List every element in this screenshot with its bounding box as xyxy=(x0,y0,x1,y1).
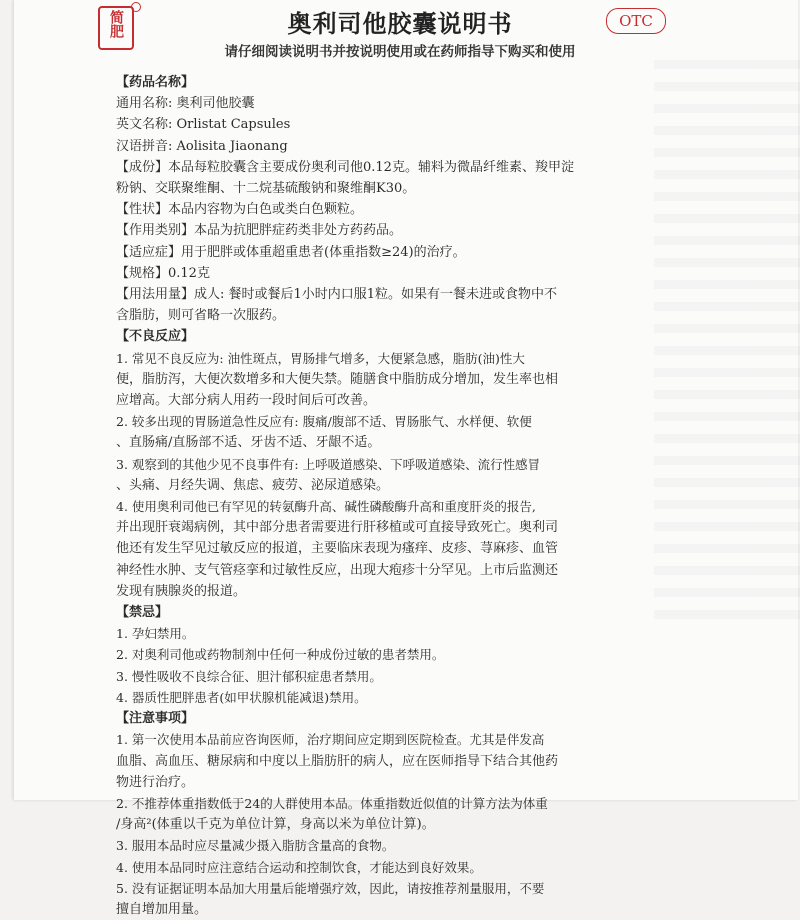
text-line: 1. 第一次使用本品前应咨询医师，治疗期间应定期到医院检查。尤其是伴发高 xyxy=(116,732,545,748)
text-line: 便，脂肪泻，大便次数增多和大便失禁。随膳食中脂肪成分增加，发生率也相 xyxy=(116,371,559,387)
text-line: 【作用类别】本品为抗肥胖症药类非处方药药品。 xyxy=(116,223,403,239)
text-line: 【不良反应】 xyxy=(116,329,195,345)
text-line: 、直肠痛/直肠部不适、牙齿不适、牙龈不适。 xyxy=(116,435,381,451)
text-line: 【性状】本品内容物为白色或类白色颗粒。 xyxy=(116,202,364,218)
text-line: 3. 观察到的其他少见不良事件有: 上呼吸道感染、下呼吸道感染、流行性感冒 xyxy=(116,456,541,472)
text-line: 【药品名称】 xyxy=(116,75,195,90)
text-line: 【规格】0.12克 xyxy=(116,265,210,281)
text-line: 2. 较多出现的胃肠道急性反应有: 腹痛/腹部不适、胃肠胀气、水样便、软便 xyxy=(116,414,532,430)
text-line: 4. 使用奥利司他已有罕见的转氨酶升高、碱性磷酸酶升高和重度肝炎的报告, xyxy=(116,499,536,515)
text-line: 3. 服用本品时应尽量减少摄入脂肪含量高的食物。 xyxy=(116,838,395,854)
otc-badge: OTC xyxy=(606,8,666,34)
text-line: 1. 常见不良反应为: 油性斑点，胃肠排气增多，大便紧急感，脂肪(油)性大 xyxy=(116,350,525,366)
text-line: 应增高。大部分病人用药一段时间后可改善。 xyxy=(116,393,377,409)
text-line: 【用法用量】成人: 餐时或餐后1小时内口服1粒。如果有一餐未进或食物中不 xyxy=(116,287,558,303)
logo-text: 简肥 xyxy=(108,10,124,38)
text-line: 汉语拼音: Aolisita Jiaonang xyxy=(116,138,288,154)
text-line: 2. 对奥利司他或药物制剂中任何一种成份过敏的患者禁用。 xyxy=(116,647,445,663)
text-line: 、头痛、月经失调、焦虑、疲劳、泌尿道感染。 xyxy=(116,477,390,493)
text-line: 并出现肝衰竭病例，其中部分患者需要进行肝移植或可直接导致死亡。奥利司 xyxy=(116,520,559,536)
text-line: 英文名称: Orlistat Capsules xyxy=(116,117,291,133)
document-subtitle: 请仔细阅读说明书并按说明使用或在药师指导下购买和使用 xyxy=(224,44,576,60)
text-line: 通用名称: 奥利司他胶囊 xyxy=(116,96,255,112)
text-line: 发现有胰腺炎的报道。 xyxy=(116,583,247,599)
text-line: 1. 孕妇禁用。 xyxy=(116,626,195,642)
text-line: 2. 不推荐体重指数低于24的人群使用本品。体重指数近似值的计算方法为体重 xyxy=(116,795,548,811)
text-line: 物进行治疗。 xyxy=(116,774,195,790)
text-line: 神经性水肿、支气管痉挛和过敏性反应，出现大疱疹十分罕见。上市后监测还 xyxy=(116,562,559,578)
text-line: /身高²(体重以千克为单位计算，身高以米为单位计算)。 xyxy=(116,817,435,833)
text-line: 粉钠、交联聚维酮、十二烷基硫酸钠和聚维酮K30。 xyxy=(116,181,416,197)
text-line: 【成份】本品每粒胶囊含主要成份奥利司他0.12克。辅料为微晶纤维素、羧甲淀 xyxy=(116,159,574,175)
text-line: 他还有发生罕见过敏反应的报道，主要临床表现为瘙痒、皮疹、荨麻疹、血管 xyxy=(116,541,559,557)
document-title: 奥利司他胶囊说明书 xyxy=(287,10,513,38)
text-line: 【注意事项】 xyxy=(116,711,195,727)
text-line: 含脂肪，则可省略一次服药。 xyxy=(116,308,286,324)
text-line: 擅自增加用量。 xyxy=(116,901,208,917)
text-line: 4. 器质性肥胖患者(如甲状腺机能减退)禁用。 xyxy=(116,689,367,705)
text-line: 【禁忌】 xyxy=(116,605,169,621)
text-line: 血脂、高血压、糖尿病和中度以上脂肪肝的病人，应在医师指导下结合其他药 xyxy=(116,753,559,769)
text-line: 4. 使用本品同时应注意结合运动和控制饮食，才能达到良好效果。 xyxy=(116,859,482,875)
text-line: 【适应症】用于肥胖或体重超重患者(体重指数≥24)的治疗。 xyxy=(116,244,466,260)
leaflet-body xyxy=(116,72,676,920)
text-line: 5. 没有证据证明本品加大用量后能增强疗效，因此，请按推荐剂量服用，不要 xyxy=(116,880,545,896)
text-line: 3. 慢性吸收不良综合征、胆汁郁积症患者禁用。 xyxy=(116,668,382,684)
